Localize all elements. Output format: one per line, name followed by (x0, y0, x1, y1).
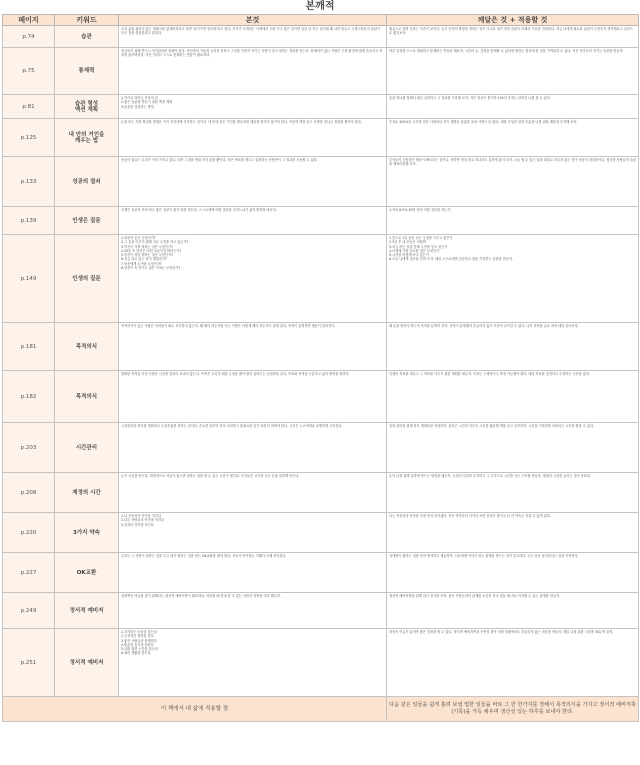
table-row (3, 119, 639, 157)
page-cell: p.249 (3, 593, 55, 629)
seen-cell: 우리 삶을 위하지 않는 재테크를 없애버리라고 하면 '다가가면 멀어져'라고 한다. 작가가 소개하는 사례에서 우린 아주 좋은 일이면 남들 다 하는 것인데 왜 나만 힘들고 고생스러운지 습관이 모든 것을 결정한다고 말한다. (119, 26, 387, 48)
seen-cell: 시간관리란 하루를 계획하고 우선순위를 정하는 것이다. 중요한 일부터 먼저 처리하고 불필요한 일은 과감히 버려야 한다. 시간은 누구에게나 공평하게 주어진다. (119, 423, 387, 473)
page-cell: p.208 (3, 473, 55, 513)
footer-apply-text: 다음 같은 일들을 쉽게 흘려 보낼 법한 일들을 바로 그 한 한가지를 정해서 목적의식을 가지고 정서적 예비저축(기록)을 가득 채우며 생산성 있는 하루를 보내야 한다. (387, 697, 639, 722)
table-row (3, 207, 639, 235)
page-title: 본깨적 (305, 1, 335, 12)
header-keyword: 키워드 (55, 15, 119, 26)
keyword-cell: 습관 (55, 26, 119, 48)
keyword-cell: 정서적 예비저 (55, 629, 119, 697)
page-cell: p.181 (3, 323, 55, 371)
realized-cell: 마음의 여유가 있어야 좋은 결정을 할 수 있다. 정서적 예비저축을 꾸준히 쌓아 어떤 상황에서도 흔들리지 않는 마음을 만들자. 매일 나를 위한 시간을 30분씩 갖자. (387, 629, 639, 697)
realized-cell: 월급으로 살면 일하는 모습이 보인다. 돈이 인생의 방향을 정하는 것이 아니라 내가 정한 습관이 미래의 모습을 결정한다. 지금 나에게 필요한 습관이 무엇인지 생각해보고 실천으로 옮겨보자. (387, 26, 639, 48)
table-row (3, 323, 639, 371)
seen-cell: 명확한 목적을 가진 사람은 시간을 헛되이 보내지 않는다. 목적은 우리가 매일 무엇을 해야 할지 알려주는 나침반과 같다. 목표와 목적을 구분하고 삶의 방향을 정하자. (119, 371, 387, 423)
seen-cell: 인생은 질문의 연속이다. 좋은 질문이 좋은 답을 만든다. 스스로에게 어떤 질문을 던지느냐가 삶의 방향을 바꾼다. (119, 207, 387, 235)
page-cell: p.227 (3, 553, 55, 593)
table-row (3, 95, 639, 119)
page-cell: p.133 (3, 157, 55, 207)
header-realized: 깨달은 것 + 적용할 것 (387, 15, 639, 26)
page-cell: p.220 (3, 513, 55, 553)
seen-cell: 우리는 그 사람이 원하는 것을 주고 내가 원하는 것을 얻는 OK교환을 해야 한다. 서로가 만족하는 거래가 오래 지속된다. (119, 553, 387, 593)
keyword-cell: 성공의 열쇠 (55, 157, 119, 207)
page-cell: p.139 (3, 207, 55, 235)
seen-cell: 성공하기 위해 반드시 자기관리를 잘해야 한다. 자신만의 기준과 규칙을 정하고 그것을 꾸준히 지키는 사람이 결국 원하는 결과를 얻는다. 통제력이 없는 사람은 주변 환경에 쉽게 흔들리고 목표를 잃어버린다. 작은 일부터 스스로 통제하는 연습이 필요하다. (119, 48, 387, 95)
realized-cell: 습관 하나를 정해서 매일 실천하고 그 결과를 기록해 보자. 작은 성공이 쌓이면 100일 후에는 달라진 나를 볼 수 있다. (387, 95, 639, 119)
page-cell: p.182 (3, 371, 55, 423)
page-cell: p.125 (3, 119, 55, 157)
notes-table (2, 14, 639, 722)
seen-cell: 1.나 자신과의 약속을 지킨다 2.다른 사람과의 약속을 지킨다 3.꿈과의 약속을 지킨다 (119, 513, 387, 553)
table-row (3, 157, 639, 207)
realized-cell: 투자로 400%의 수익을 얻은 사람보다 자기 계발로 몸값을 올린 사람이 더 많다. 매달 수입의 일정 부분을 나를 위한 배움에 투자해 보자. (387, 119, 639, 157)
realized-cell: 하루 일정을 스스로 계획하고 통제하는 연습을 해보자. 시간과 돈, 감정을 통제할 수 있다면 원하는 결과에 한 걸음 가까워질 수 있다. 작은 약속부터 지키는 습관을 만들자. (387, 48, 639, 95)
realized-cell: 일정 관리를 위해 하루 계획표를 작성하자. 출퇴근 시간과 자투리 시간을 활용해 책을 읽고 공부하자. 시간을 기록하면 낭비되는 시간을 찾을 수 있다. (387, 423, 639, 473)
keyword-cell: 목적의식 (55, 323, 119, 371)
realized-cell: 나는 자신과의 약속을 가장 먼저 지키겠다. 작은 약속부터 지키다 보면 신뢰가 쌓이고 더 큰 약속도 지킬 수 있게 된다. (387, 513, 639, 553)
page-cell: p.74 (3, 26, 55, 48)
page-cell: p.81 (3, 95, 55, 119)
table-row (3, 48, 639, 95)
page-cell: p.149 (3, 235, 55, 323)
keyword-cell: 습관 형성 액션 계획 (55, 95, 119, 119)
realized-cell: 상대방이 원하는 것을 먼저 생각하고 제공하자. 서로에게 이익이 되는 관계를 만드는 것이 중요하다. 주는 만큼 돌아온다는 것을 기억하자. (387, 553, 639, 593)
realized-cell: 인생의 목표를 세우고 그 목표를 이루기 위한 계획을 세우자. 목표는 구체적이고 측정 가능해야 한다. 매달 목표를 점검하고 수정하는 시간을 갖자. (387, 371, 639, 423)
keyword-cell: 인생은 질문 (55, 207, 119, 235)
realized-cell: 정서적 예비저축을 위해 감사 일기를 쓰자. 좋은 사람들과의 관계를 소중히 하고 힘들 때 서로 의지할 수 있는 관계를 만들자. (387, 593, 639, 629)
keyword-cell: 정서적 예비저 (55, 593, 119, 629)
keyword-cell: 3가지 약속 (55, 513, 119, 553)
table-row (3, 371, 639, 423)
table-row (3, 26, 639, 48)
seen-cell: 성공의 열쇠는 우리가 이미 가지고 있다. 다만 그것을 꺼내 쓰지 않을 뿐이다. 작은 목표를 세우고 실천하는 사람만이 그 열쇠를 사용할 수 있다. (119, 157, 387, 207)
keyword-cell: 재정의 시간 (55, 473, 119, 513)
page-cell: p.75 (3, 48, 55, 95)
header-page: 페이지 (3, 15, 55, 26)
table-row (3, 513, 639, 553)
keyword-cell: 목적의식 (55, 371, 119, 423)
seen-cell: 목적의식이 있는 사람은 어려움이 와도 포기하지 않는다. 왜 해야 하는지를 아는 사람은 어떻게 해야 하는지도 알게 된다. 목적이 분명하면 행동이 달라진다. (119, 323, 387, 371)
header-seen: 본것 (119, 15, 387, 26)
table-row (3, 629, 639, 697)
footer-row (3, 697, 639, 722)
table-row (3, 423, 639, 473)
page-cell: p.251 (3, 629, 55, 697)
page-cell: p.203 (3, 423, 55, 473)
seen-cell: 돈이 시간을 만든다. 재정적으로 여유가 있으면 원하는 일을 할 수 있는 시간이 생긴다. 부자들은 시간을 사고 돈을 일하게 만든다. (119, 473, 387, 513)
realized-cell: 왜 돈을 벌어야 하는지 목적을 분명히 하자. 목적이 분명해야 흔들리지 않고 꾸준히 나아갈 수 있다. 나의 목적을 글로 적어 매일 읽어보자. (387, 323, 639, 371)
keyword-cell: 통제력 (55, 48, 119, 95)
table-row (3, 473, 639, 513)
header-row (3, 15, 639, 26)
footer-apply-label: 이 책에서 내 삶에 적용할 점 (3, 697, 387, 722)
seen-cell: 1.작가로 하여금 부자의 길 2.좋은 습관을 만들기 위한 액션 계획 3.습관을 실천하는 방법 (119, 95, 387, 119)
table-row (3, 593, 639, 629)
realized-cell: 돈이 나를 위해 일하게 만드는 방법을 배우자. 수입의 일부를 투자하고 그 수익으로 시간을 사는 구조를 만들자. 재정의 시간을 늘리는 것이 목표다. (387, 473, 639, 513)
seen-cell: 1.감사하는 마음을 갖는다 2.긍정적인 생각을 한다 3.좋은 사람들과 함께한다 4.충분한 휴식을 취한다 5.나를 위한 시간을 갖는다 6.취미 생활을 즐긴다 (119, 629, 387, 697)
seen-cell: 돈을 버는 가장 확실한 방법은 자기 자신에게 투자하는 것이다. 내 안에 잠든 거인을 깨우려면 배움을 멈추지 않아야 한다. 꾸준히 책을 읽고 사람을 만나고 경험을 쌓아야 한다. (119, 119, 387, 157)
keyword-cell: OK교환 (55, 553, 119, 593)
realized-cell: 부자들의 공통점은 행동이 빠르다는 것이다. 생각만 하지 말고 하나라도 실천에 옮겨 보자. 오늘 할 수 있는 일을 내일로 미루지 않는 것이 성공의 첫걸음이다. 성공한 사람들의 습관을 벤치마킹해 보자. (387, 157, 639, 207)
keyword-cell: 시간관리 (55, 423, 119, 473)
table-row (3, 235, 639, 323)
keyword-cell: 인생의 질문 (55, 235, 119, 323)
seen-cell: 1.당신의 꿈은 무엇인가? 2.그 꿈을 이루기 위해 지금 무엇을 하고 있는가? 3.당신이 가장 잘하는 일은 무엇인가? 4.10년 후 당신은 어떤 모습이길 바라는가? 5.당신이 정말 원하는 것은 무엇인가? 6.지금 하고 있는 일이 행복한가? 7.당신에게 돈이란 무엇인가? 8.당신이 꼭 지키고 싶은 가치는 무엇인가? (119, 235, 387, 323)
realized-cell: 1.앞으로 1년 동안 나는 무엇을 이루고 싶은가 2.3년 후 내 모습은 어떨까 3.지금 하는 일을 통해 무엇을 얻고 싶은가 4.나에게 가장 중요한 것은 무엇인가 5.시간을 어떻게 쓰고 있는가 6.오늘 나에게 질문을 던져 보자. 매일 스스로에게 질문하고 답을 기록하는 습관을 만들자. (387, 235, 639, 323)
table-row (3, 553, 639, 593)
keyword-cell: 내 안의 거인을 깨우는 법 (55, 119, 119, 157)
realized-cell: 두자마 8.5% 10번 연속 어떤 질문을 하는가. (387, 207, 639, 235)
seen-cell: 감정적인 여유를 갖기 위해서는 정서적 예비저축이 필요하다. 어려울 때 꺼내 쓸 수 있는 마음의 저축을 미리 해두자. (119, 593, 387, 629)
